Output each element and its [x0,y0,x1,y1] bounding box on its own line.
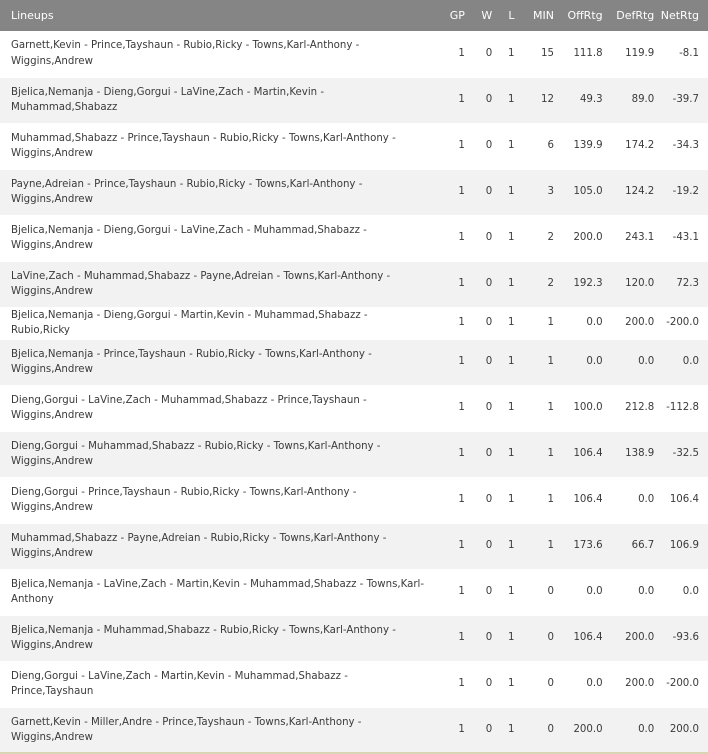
w-cell: 0 [465,261,492,307]
min-cell: 2 [515,215,555,261]
offrtg-cell: 106.4 [554,477,603,523]
w-cell: 0 [465,431,492,477]
netrtg-cell: -19.2 [654,169,708,215]
lineup-cell: Bjelica,Nemanja - Dieng,Gorgui - LaVine,Zach - Martin,Kevin - Muhammad,Shabazz [0,77,434,123]
min-cell: 0 [515,569,555,615]
defrtg-cell: 138.9 [603,431,655,477]
gp-cell: 1 [434,707,465,753]
defrtg-cell: 120.0 [603,261,655,307]
min-cell: 1 [515,307,555,339]
l-cell: 1 [492,569,514,615]
min-cell: 12 [515,77,555,123]
gp-cell: 1 [434,477,465,523]
table-row[interactable] [0,31,708,77]
gp-cell: 1 [434,661,465,707]
w-cell: 0 [465,31,492,77]
w-cell: 0 [465,569,492,615]
lineup-cell: Dieng,Gorgui - Muhammad,Shabazz - Rubio,Ricky - Towns,Karl-Anthony - Wiggins,Andrew [0,431,434,477]
netrtg-cell: -200.0 [654,661,708,707]
l-cell: 1 [492,523,514,569]
table-row[interactable] [0,123,708,169]
gp-cell: 1 [434,31,465,77]
l-cell: 1 [492,339,514,385]
offrtg-cell: 111.8 [554,31,603,77]
w-cell: 0 [465,477,492,523]
gp-cell: 1 [434,431,465,477]
table-row[interactable] [0,339,708,385]
w-cell: 0 [465,385,492,431]
min-cell: 2 [515,261,555,307]
lineup-cell: Bjelica,Nemanja - Dieng,Gorgui - Martin,Kevin - Muhammad,Shabazz - Rubio,Ricky [0,307,434,339]
w-cell: 0 [465,615,492,661]
offrtg-cell: 192.3 [554,261,603,307]
column-header-gp[interactable]: GP [434,0,465,31]
gp-cell: 1 [434,523,465,569]
l-cell: 1 [492,307,514,339]
netrtg-cell: 106.4 [654,477,708,523]
lineup-cell: Bjelica,Nemanja - Muhammad,Shabazz - Rubio,Ricky - Towns,Karl-Anthony - Wiggins,Andrew [0,615,434,661]
w-cell: 0 [465,169,492,215]
netrtg-cell: 106.9 [654,523,708,569]
column-header-netrtg[interactable]: NetRtg [654,0,708,31]
table-row[interactable] [0,523,708,569]
w-cell: 0 [465,307,492,339]
gp-cell: 1 [434,169,465,215]
l-cell: 1 [492,77,514,123]
offrtg-cell: 105.0 [554,169,603,215]
netrtg-cell: -39.7 [654,77,708,123]
defrtg-cell: 124.2 [603,169,655,215]
defrtg-cell: 66.7 [603,523,655,569]
defrtg-cell: 89.0 [603,77,655,123]
lineup-cell: Bjelica,Nemanja - Prince,Tayshaun - Rubio,Ricky - Towns,Karl-Anthony - Wiggins,Andrew [0,339,434,385]
w-cell: 0 [465,707,492,753]
table-row[interactable] [0,385,708,431]
column-header-min[interactable]: MIN [515,0,555,31]
l-cell: 1 [492,385,514,431]
w-cell: 0 [465,215,492,261]
l-cell: 1 [492,615,514,661]
l-cell: 1 [492,477,514,523]
min-cell: 0 [515,661,555,707]
min-cell: 1 [515,431,555,477]
table-header-row [0,0,708,31]
netrtg-cell: 0.0 [654,569,708,615]
lineup-cell: Bjelica,Nemanja - Dieng,Gorgui - LaVine,Zach - Muhammad,Shabazz - Wiggins,Andrew [0,215,434,261]
column-header-offrtg[interactable]: OffRtg [554,0,603,31]
gp-cell: 1 [434,77,465,123]
lineup-cell: Dieng,Gorgui - LaVine,Zach - Martin,Kevin - Muhammad,Shabazz - Prince,Tayshaun [0,661,434,707]
offrtg-cell: 200.0 [554,215,603,261]
l-cell: 1 [492,431,514,477]
defrtg-cell: 200.0 [603,615,655,661]
offrtg-cell: 0.0 [554,307,603,339]
defrtg-cell: 200.0 [603,307,655,339]
table-row[interactable] [0,569,708,615]
table-row[interactable] [0,307,708,339]
offrtg-cell: 106.4 [554,431,603,477]
gp-cell: 1 [434,215,465,261]
defrtg-cell: 174.2 [603,123,655,169]
lineup-cell: Muhammad,Shabazz - Prince,Tayshaun - Rubio,Ricky - Towns,Karl-Anthony - Wiggins,Andrew [0,123,434,169]
offrtg-cell: 100.0 [554,385,603,431]
l-cell: 1 [492,261,514,307]
lineup-cell: Dieng,Gorgui - Prince,Tayshaun - Rubio,Ricky - Towns,Karl-Anthony - Wiggins,Andrew [0,477,434,523]
lineup-cell: Bjelica,Nemanja - LaVine,Zach - Martin,Kevin - Muhammad,Shabazz - Towns,Karl-Anthony [0,569,434,615]
table-row[interactable] [0,661,708,707]
min-cell: 6 [515,123,555,169]
min-cell: 0 [515,707,555,753]
min-cell: 15 [515,31,555,77]
offrtg-cell: 139.9 [554,123,603,169]
offrtg-cell: 106.4 [554,615,603,661]
table-row[interactable] [0,77,708,123]
column-header-lineups[interactable]: Lineups [0,0,434,31]
defrtg-cell: 0.0 [603,569,655,615]
defrtg-cell: 0.0 [603,707,655,753]
lineup-cell: LaVine,Zach - Muhammad,Shabazz - Payne,Adreian - Towns,Karl-Anthony - Wiggins,Andrew [0,261,434,307]
w-cell: 0 [465,123,492,169]
netrtg-cell: -43.1 [654,215,708,261]
defrtg-cell: 0.0 [603,339,655,385]
min-cell: 1 [515,385,555,431]
lineup-cell: Garnett,Kevin - Prince,Tayshaun - Rubio,Ricky - Towns,Karl-Anthony - Wiggins,Andrew [0,31,434,77]
netrtg-cell: 200.0 [654,707,708,753]
offrtg-cell: 0.0 [554,569,603,615]
lineup-cell: Muhammad,Shabazz - Payne,Adreian - Rubio,Ricky - Towns,Karl-Anthony - Wiggins,Andrew [0,523,434,569]
gp-cell: 1 [434,339,465,385]
w-cell: 0 [465,523,492,569]
defrtg-cell: 200.0 [603,661,655,707]
w-cell: 0 [465,661,492,707]
gp-cell: 1 [434,261,465,307]
offrtg-cell: 49.3 [554,77,603,123]
table-row[interactable] [0,707,708,753]
defrtg-cell: 212.8 [603,385,655,431]
min-cell: 1 [515,523,555,569]
l-cell: 1 [492,215,514,261]
column-header-l[interactable]: L [492,0,514,31]
lineup-cell: Garnett,Kevin - Miller,Andre - Prince,Tayshaun - Towns,Karl-Anthony - Wiggins,Andrew [0,707,434,753]
netrtg-cell: -8.1 [654,31,708,77]
netrtg-cell: -34.3 [654,123,708,169]
gp-cell: 1 [434,615,465,661]
table-row[interactable] [0,477,708,523]
netrtg-cell: 72.3 [654,261,708,307]
table-row[interactable] [0,169,708,215]
table-row[interactable] [0,261,708,307]
netrtg-cell: -200.0 [654,307,708,339]
gp-cell: 1 [434,385,465,431]
table-body [0,31,708,753]
defrtg-cell: 0.0 [603,477,655,523]
min-cell: 1 [515,339,555,385]
min-cell: 3 [515,169,555,215]
offrtg-cell: 173.6 [554,523,603,569]
gp-cell: 1 [434,123,465,169]
column-header-w[interactable]: W [465,0,492,31]
l-cell: 1 [492,169,514,215]
l-cell: 1 [492,123,514,169]
min-cell: 0 [515,615,555,661]
offrtg-cell: 0.0 [554,339,603,385]
netrtg-cell: -93.6 [654,615,708,661]
netrtg-cell: -112.8 [654,385,708,431]
min-cell: 1 [515,477,555,523]
table-row[interactable] [0,615,708,661]
table-row[interactable] [0,215,708,261]
w-cell: 0 [465,77,492,123]
l-cell: 1 [492,707,514,753]
netrtg-cell: 0.0 [654,339,708,385]
offrtg-cell: 0.0 [554,661,603,707]
l-cell: 1 [492,31,514,77]
gp-cell: 1 [434,569,465,615]
gp-cell: 1 [434,307,465,339]
w-cell: 0 [465,339,492,385]
lineup-cell: Payne,Adreian - Prince,Tayshaun - Rubio,Ricky - Towns,Karl-Anthony - Wiggins,Andrew [0,169,434,215]
lineup-cell: Dieng,Gorgui - LaVine,Zach - Muhammad,Shabazz - Prince,Tayshaun - Wiggins,Andrew [0,385,434,431]
defrtg-cell: 119.9 [603,31,655,77]
table-row[interactable] [0,431,708,477]
defrtg-cell: 243.1 [603,215,655,261]
netrtg-cell: -32.5 [654,431,708,477]
column-header-defrtg[interactable]: DefRtg [603,0,655,31]
offrtg-cell: 200.0 [554,707,603,753]
l-cell: 1 [492,661,514,707]
